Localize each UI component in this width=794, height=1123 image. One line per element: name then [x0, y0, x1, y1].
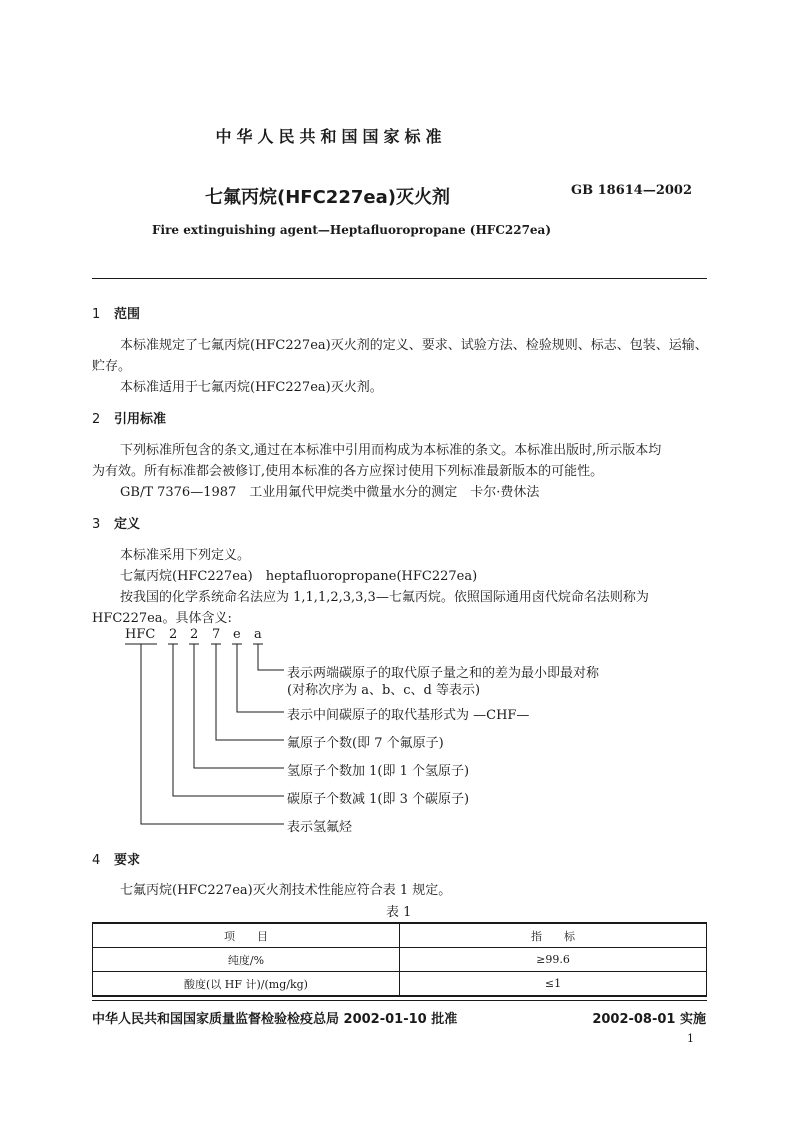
referenced-standard: GB/T 7376—1987 工业用氟代甲烷类中微量水分的测定 卡尔·费休法: [120, 485, 540, 500]
leader-a: [258, 644, 284, 670]
leader-7: [216, 644, 284, 740]
table-cell: 纯度/%: [93, 948, 400, 972]
code-part-letter: a: [254, 627, 262, 642]
section-number: 2: [92, 412, 101, 427]
table-header-index: 指 标: [400, 923, 707, 948]
paragraph: HFC227ea。具体含义:: [92, 611, 232, 626]
code-part-hfc: HFC: [125, 627, 156, 642]
diagram-label: 碳原子个数减 1(即 3 个碳原子): [287, 792, 470, 807]
paragraph: 本标准规定了七氟丙烷(HFC227ea)灭火剂的定义、要求、试验方法、检验规则、标志、包装、运输、: [120, 338, 708, 353]
section-title: 定义: [114, 517, 141, 532]
page-number: 1: [687, 1032, 694, 1045]
table-row: [93, 972, 707, 997]
leader-2a: [173, 644, 284, 796]
diagram-label: 表示氢氟烃: [287, 820, 353, 835]
table-cell: 酸度(以 HF 计)/(mg/kg): [93, 972, 400, 997]
standard-code: GB 18614—2002: [571, 183, 693, 198]
code-part-digit: 2: [190, 627, 199, 642]
paragraph: 下列标准所包含的条文,通过在本标准中引用而构成为本标准的条文。本标准出版时,所示版本均: [120, 443, 662, 458]
section-number: 1: [92, 307, 101, 322]
code-part-digit: 7: [212, 627, 221, 642]
leader-e: [237, 644, 284, 712]
diagram-label: 表示中间碳原子的取代基形式为 —CHF—: [287, 708, 530, 723]
diagram-label: 氢原子个数加 1(即 1 个氢原子): [287, 764, 470, 779]
table-cell: ≥99.6: [400, 948, 707, 972]
code-part-letter: e: [233, 627, 241, 642]
paragraph: 为有效。所有标准都会被修订,使用本标准的各方应探讨使用下列标准最新版本的可能性。: [92, 464, 604, 479]
leader-hfc: [141, 644, 284, 824]
table-row: [93, 948, 707, 972]
paragraph: 七氟丙烷(HFC227ea)灭火剂技术性能应符合表 1 规定。: [120, 883, 452, 898]
code-part-digit: 2: [169, 627, 178, 642]
implementation-date: 2002-08-01 实施: [592, 1012, 706, 1027]
leader-2b: [194, 644, 284, 768]
definition-term: 七氟丙烷(HFC227ea) heptafluoropropane(HFC227ea): [120, 569, 478, 584]
footer-divider: [92, 1000, 707, 1001]
diagram-label: (对称次序为 a、b、c、d 等表示): [287, 683, 481, 698]
table-header-row: [93, 923, 707, 948]
paragraph: 本标准采用下列定义。: [120, 548, 251, 563]
section-title: 引用标准: [114, 412, 167, 427]
section-number: 3: [92, 517, 101, 532]
requirements-table: [92, 922, 707, 997]
diagram-label: 氟原子个数(即 7 个氟原子): [287, 736, 444, 751]
diagram-label: 表示两端碳原子的取代原子量之和的差为最小即最对称: [287, 666, 600, 681]
national-standard-heading: 中华人民共和国国家标准: [215, 127, 447, 146]
english-title: Fire extinguishing agent—Heptafluoropropane (HFC227ea): [152, 223, 552, 237]
section-number: 4: [92, 853, 101, 868]
table-header-item: 项 目: [93, 923, 400, 948]
section-title: 范围: [114, 307, 141, 322]
paragraph: 贮存。: [92, 359, 132, 374]
section-4-heading: [92, 849, 140, 868]
document-title: 七氟丙烷(HFC227ea)灭火剂: [205, 187, 450, 208]
paragraph: 本标准适用于七氟丙烷(HFC227ea)灭火剂。: [120, 380, 383, 395]
table-caption: 表 1: [386, 905, 412, 920]
section-title: 要求: [114, 853, 141, 868]
approval-statement: 中华人民共和国国家质量监督检验检疫总局 2002-01-10 批准: [92, 1012, 458, 1027]
table-cell: ≤1: [400, 972, 707, 997]
paragraph: 按我国的化学系统命名法应为 1,1,1,2,3,3,3—七氟丙烷。依照国际通用卤代烷命名法则称为: [120, 590, 649, 605]
